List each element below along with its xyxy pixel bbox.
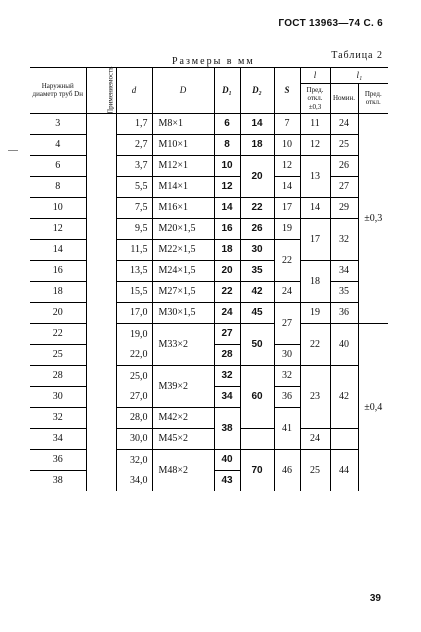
cell-D2 (240, 428, 274, 449)
cell-outer-diameter: 10 (30, 197, 86, 218)
cell-thread: M22×1,5 (152, 239, 214, 260)
cell-l1-nominal: 44 (330, 449, 358, 491)
cell-thread: M10×1 (152, 134, 214, 155)
header-l-deviation: Пред. откл. ±0,3 (300, 83, 330, 113)
cell-d: 30,0 (116, 428, 152, 449)
cell-applicability (86, 113, 116, 491)
cell-outer-diameter: 16 (30, 260, 86, 281)
cell-outer-diameter: 30 (30, 386, 86, 407)
header-l1-deviation: Пред. откл. (358, 83, 388, 113)
table-row (30, 449, 388, 470)
cell-thread: M39×2 (152, 365, 214, 407)
cell-l1-nominal (330, 428, 358, 449)
cell-d: 1,7 (116, 113, 152, 134)
cell-D2: 22 (240, 197, 274, 218)
cell-l: 24 (300, 428, 330, 449)
cell-S: 7 (274, 113, 300, 134)
cell-D2: 70 (240, 449, 274, 491)
table-row (30, 323, 388, 344)
cell-S: 17 (274, 197, 300, 218)
cell-thread: M30×1,5 (152, 302, 214, 323)
cell-d: 7,5 (116, 197, 152, 218)
cell-S: 22 (274, 239, 300, 281)
cell-D2: 45 (240, 302, 274, 323)
cell-D2: 50 (240, 323, 274, 365)
table-caption: Размеры в мм (172, 56, 255, 67)
table-row (30, 302, 388, 323)
cell-d: 22,0 (116, 344, 152, 365)
cell-D2: 20 (240, 155, 274, 197)
header-applicability: Применяемость (86, 68, 116, 114)
cell-d: 34,0 (116, 470, 152, 491)
document-header: ГОСТ 13963—74 С. 6 (278, 18, 383, 29)
cell-l1-nominal: 27 (330, 176, 358, 197)
table-label: Таблица 2 (331, 50, 383, 61)
cell-D1: 12 (214, 176, 240, 197)
table-row (30, 260, 388, 281)
header-S: S (274, 68, 300, 114)
cell-outer-diameter: 25 (30, 344, 86, 365)
header-D: D (152, 68, 214, 114)
header-d: d (116, 68, 152, 114)
table-row (30, 197, 388, 218)
cell-l1-nominal: 29 (330, 197, 358, 218)
cell-l: 13 (300, 155, 330, 197)
cell-D1: 18 (214, 239, 240, 260)
cell-D2: 18 (240, 134, 274, 155)
cell-D1: 14 (214, 197, 240, 218)
cell-d: 3,7 (116, 155, 152, 176)
header-l1-nominal: Номин. (330, 83, 358, 113)
cell-S: 46 (274, 449, 300, 491)
cell-l: 22 (300, 323, 330, 365)
cell-thread: M45×2 (152, 428, 214, 449)
cell-l1-deviation: ±0,3 (358, 113, 388, 323)
cell-D2: 14 (240, 113, 274, 134)
cell-l1-nominal: 26 (330, 155, 358, 176)
cell-D1: 28 (214, 344, 240, 365)
cell-thread: M42×2 (152, 407, 214, 428)
cell-l1-nominal: 42 (330, 365, 358, 428)
cell-D1: 34 (214, 386, 240, 407)
cell-D1: 43 (214, 470, 240, 491)
cell-d: 25,0 (116, 365, 152, 386)
cell-d: 19,0 (116, 323, 152, 344)
cell-D1: 20 (214, 260, 240, 281)
cell-d: 5,5 (116, 176, 152, 197)
header-outer-diameter: Наружный диаметр труб Dн (30, 68, 86, 114)
cell-D2: 26 (240, 218, 274, 239)
cell-S: 41 (274, 407, 300, 449)
cell-l1-nominal: 40 (330, 323, 358, 365)
cell-outer-diameter: 12 (30, 218, 86, 239)
table-row (30, 176, 388, 197)
header-l: l (300, 68, 330, 84)
cell-D2: 60 (240, 365, 274, 428)
cell-l: 11 (300, 113, 330, 134)
header-l1: l₁ (330, 68, 388, 84)
cell-thread: M16×1 (152, 197, 214, 218)
margin-mark (8, 150, 18, 151)
cell-l1-nominal: 36 (330, 302, 358, 323)
cell-S: 32 (274, 365, 300, 386)
cell-thread: M27×1,5 (152, 281, 214, 302)
cell-l: 23 (300, 365, 330, 428)
cell-D1: 32 (214, 365, 240, 386)
cell-d: 17,0 (116, 302, 152, 323)
cell-S: 14 (274, 176, 300, 197)
cell-outer-diameter: 20 (30, 302, 86, 323)
cell-thread: M20×1,5 (152, 218, 214, 239)
cell-D1: 27 (214, 323, 240, 344)
cell-l1-nominal: 25 (330, 134, 358, 155)
dimensions-table (30, 67, 388, 491)
cell-d: 11,5 (116, 239, 152, 260)
table-row (30, 134, 388, 155)
cell-D2: 30 (240, 239, 274, 260)
cell-thread: M12×1 (152, 155, 214, 176)
cell-outer-diameter: 32 (30, 407, 86, 428)
cell-l1-nominal: 34 (330, 260, 358, 281)
cell-S: 36 (274, 386, 300, 407)
cell-D1: 16 (214, 218, 240, 239)
cell-D1: 24 (214, 302, 240, 323)
cell-l: 17 (300, 218, 330, 260)
cell-l1-deviation: ±0,4 (358, 323, 388, 491)
cell-l1-nominal: 35 (330, 281, 358, 302)
cell-D2: 35 (240, 260, 274, 281)
page-number: 39 (369, 593, 381, 604)
table-row (30, 365, 388, 386)
table-row (30, 428, 388, 449)
cell-D2: 42 (240, 281, 274, 302)
cell-D1: 10 (214, 155, 240, 176)
cell-l: 14 (300, 197, 330, 218)
cell-thread: M8×1 (152, 113, 214, 134)
cell-outer-diameter: 34 (30, 428, 86, 449)
cell-outer-diameter: 8 (30, 176, 86, 197)
cell-l: 19 (300, 302, 330, 323)
header-D1: D₁ (214, 68, 240, 114)
cell-thread: M14×1 (152, 176, 214, 197)
cell-d: 27,0 (116, 386, 152, 407)
cell-D1: 8 (214, 134, 240, 155)
cell-l: 12 (300, 134, 330, 155)
cell-thread: M48×2 (152, 449, 214, 491)
table-row (30, 218, 388, 239)
cell-outer-diameter: 28 (30, 365, 86, 386)
cell-l1-nominal: 32 (330, 218, 358, 260)
cell-thread: M24×1,5 (152, 260, 214, 281)
cell-outer-diameter: 18 (30, 281, 86, 302)
cell-S: 24 (274, 281, 300, 302)
header-D2: D₂ (240, 68, 274, 114)
cell-outer-diameter: 36 (30, 449, 86, 470)
cell-outer-diameter: 3 (30, 113, 86, 134)
table-row (30, 113, 388, 134)
cell-S: 30 (274, 344, 300, 365)
cell-thread: M33×2 (152, 323, 214, 365)
cell-outer-diameter: 4 (30, 134, 86, 155)
cell-D1: 40 (214, 449, 240, 470)
cell-d: 13,5 (116, 260, 152, 281)
cell-d: 15,5 (116, 281, 152, 302)
cell-d: 2,7 (116, 134, 152, 155)
table-row (30, 281, 388, 302)
cell-S: 27 (274, 302, 300, 344)
cell-d: 28,0 (116, 407, 152, 428)
cell-D1: 22 (214, 281, 240, 302)
cell-outer-diameter: 38 (30, 470, 86, 491)
cell-outer-diameter: 22 (30, 323, 86, 344)
cell-outer-diameter: 6 (30, 155, 86, 176)
cell-l1-nominal: 24 (330, 113, 358, 134)
cell-S: 12 (274, 155, 300, 176)
cell-outer-diameter: 14 (30, 239, 86, 260)
cell-D1: 6 (214, 113, 240, 134)
cell-l: 18 (300, 260, 330, 302)
cell-l: 25 (300, 449, 330, 491)
cell-D1: 38 (214, 407, 240, 449)
cell-d: 32,0 (116, 449, 152, 470)
table-row (30, 155, 388, 176)
cell-S: 10 (274, 134, 300, 155)
cell-d: 9,5 (116, 218, 152, 239)
cell-S: 19 (274, 218, 300, 239)
